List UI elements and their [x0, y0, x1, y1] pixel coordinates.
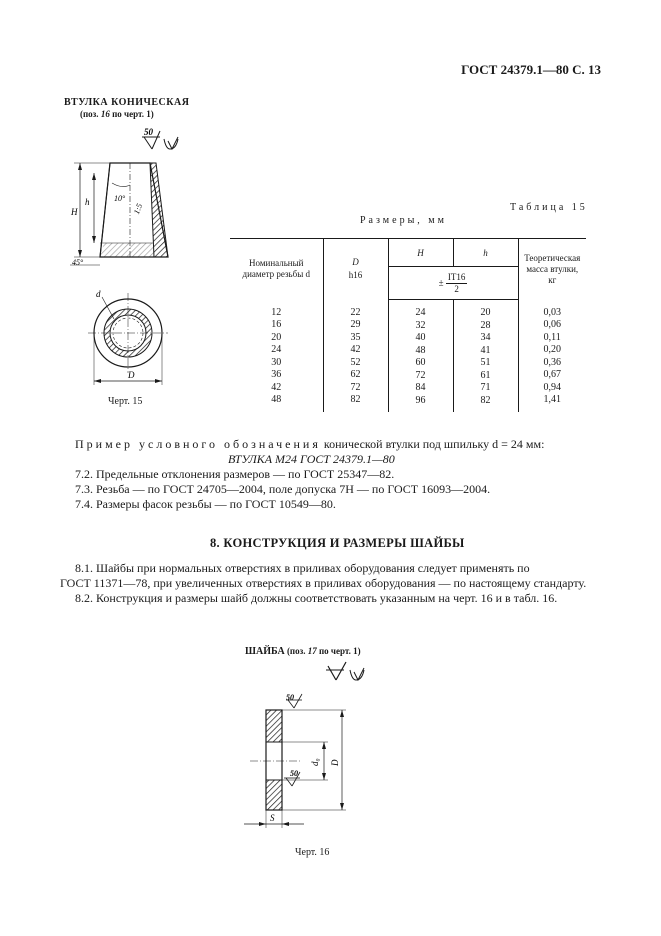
table-cell: 42 [271, 381, 282, 393]
col-header-d: Номинальный диаметр резьбы d [230, 239, 323, 300]
table-cell: 82 [350, 394, 361, 406]
table-cell: 96 [415, 394, 426, 406]
table-cell: 32 [415, 319, 426, 331]
col-h-values [453, 300, 518, 413]
dim-angle-label: 10° [114, 194, 126, 203]
table-cell: 34 [480, 332, 491, 343]
table-cell: 84 [415, 382, 426, 393]
table-cell: 1,41 [543, 394, 561, 406]
table15 [230, 238, 586, 412]
table-cell: 42 [350, 344, 361, 356]
table-cell: 0,03 [543, 306, 561, 318]
fig16-drawing [230, 660, 410, 835]
col-H-values [388, 300, 453, 413]
table-cell: 0,94 [543, 381, 561, 393]
table-cell: 48 [415, 344, 426, 356]
para-7-2: 7.2. Предельные отклонения размеров — по ГОСТ 25347—82. [75, 467, 395, 481]
table-cell: 0,11 [543, 331, 561, 343]
table-cell: 62 [350, 369, 361, 381]
dim-D16-label: D [330, 759, 340, 766]
table15-label: Таблица 15 [510, 202, 588, 213]
fig15-title: ВТУЛКА КОНИЧЕСКАЯ [64, 97, 190, 108]
dim-d-label: d [96, 289, 101, 299]
fig16-title: ШАЙБА (поз. 17 по черт. 1) [245, 646, 361, 657]
table-cell: 24 [415, 307, 426, 318]
dim-ratio-label: 1:5 [132, 202, 145, 216]
table-cell: 40 [415, 332, 426, 343]
table-cell: 72 [415, 369, 426, 381]
table-cell: 82 [480, 394, 491, 406]
table-cell: 29 [350, 319, 361, 331]
table-cell: 20 [480, 307, 491, 318]
table-cell: 48 [271, 394, 282, 406]
table-cell: 16 [271, 319, 282, 331]
fig16-rough-top: 50 [286, 693, 294, 702]
example-paragraph: Пример условного обозначения конической втулки под шпильку d = 24 мм: [75, 437, 545, 451]
page-header: ГОСТ 24379.1—80 С. 13 [461, 62, 601, 77]
table15-title: Размеры, мм [360, 215, 447, 226]
col-header-mass: Теоретическая масса втулки, кг [518, 239, 586, 300]
col-d-values [230, 300, 323, 413]
tolerance-cell: ± $\frac{IT16}{2}$ [388, 267, 518, 300]
para-8-1a: 8.1. Шайбы при нормальных отверстиях в приливах оборудования следует применять по [75, 561, 530, 575]
dim-D-label: D [128, 370, 135, 380]
table-cell: 30 [271, 356, 282, 368]
fig15-drawing [60, 125, 200, 395]
table-cell: 20 [271, 331, 282, 343]
table-cell: 72 [350, 381, 361, 393]
dim-s-label: S [270, 813, 275, 823]
dim-h-label: h [85, 197, 90, 207]
table-cell: 0,20 [543, 344, 561, 356]
dim-chamfer-label: 45° [72, 258, 84, 267]
fig15-rough-value: 50 [144, 127, 153, 137]
fig16-caption: Черт. 16 [295, 847, 330, 858]
table-cell: 51 [480, 357, 491, 368]
table-cell: 35 [350, 331, 361, 343]
table-cell: 41 [480, 344, 491, 356]
section-8-heading: 8. КОНСТРУКЦИЯ И РАЗМЕРЫ ШАЙБЫ [210, 536, 465, 550]
col-header-H: H [388, 239, 453, 267]
col-header-D: D h16 [323, 239, 388, 300]
fig15-caption: Черт. 15 [108, 396, 143, 407]
table-cell: 61 [480, 369, 491, 381]
table-cell: 22 [350, 306, 361, 318]
para-7-4: 7.4. Размеры фасок резьбы — по ГОСТ 10549—80. [75, 497, 336, 511]
example-designation: ВТУЛКА М24 ГОСТ 24379.1—80 [228, 452, 395, 466]
col-mass-values [518, 300, 586, 413]
para-7-3: 7.3. Резьба — по ГОСТ 24705—2004, поле допуска 7Н — по ГОСТ 16093—2004. [75, 482, 491, 496]
dim-d0-label: d₀ [310, 758, 320, 766]
table-cell: 28 [480, 319, 491, 331]
table-cell: 0,67 [543, 369, 561, 381]
col-D-values [323, 300, 388, 413]
para-8-2: 8.2. Конструкция и размеры шайб должны соответствовать указанным на черт. 16 и в табл. 16. [75, 591, 558, 605]
table-cell: 36 [271, 369, 282, 381]
table-cell: 71 [480, 382, 491, 393]
table-cell: 0,36 [543, 356, 561, 368]
roughness-sign-icon [326, 662, 364, 680]
table-cell: 24 [271, 344, 282, 356]
table-cell: 52 [350, 356, 361, 368]
dim-H-label: H [71, 207, 78, 217]
col-header-h: h [453, 239, 518, 267]
para-8-1b: ГОСТ 11371—78, при увеличенных отверстиях в приливах оборудования — по настоящему стандарту. [60, 576, 587, 590]
table-cell: 12 [271, 306, 282, 318]
table-cell: 0,06 [543, 319, 561, 331]
table-cell: 60 [415, 357, 426, 368]
fig16-rough-side: 50 [290, 769, 298, 778]
fig15-subtitle: (поз. 16 по черт. 1) [80, 109, 154, 119]
